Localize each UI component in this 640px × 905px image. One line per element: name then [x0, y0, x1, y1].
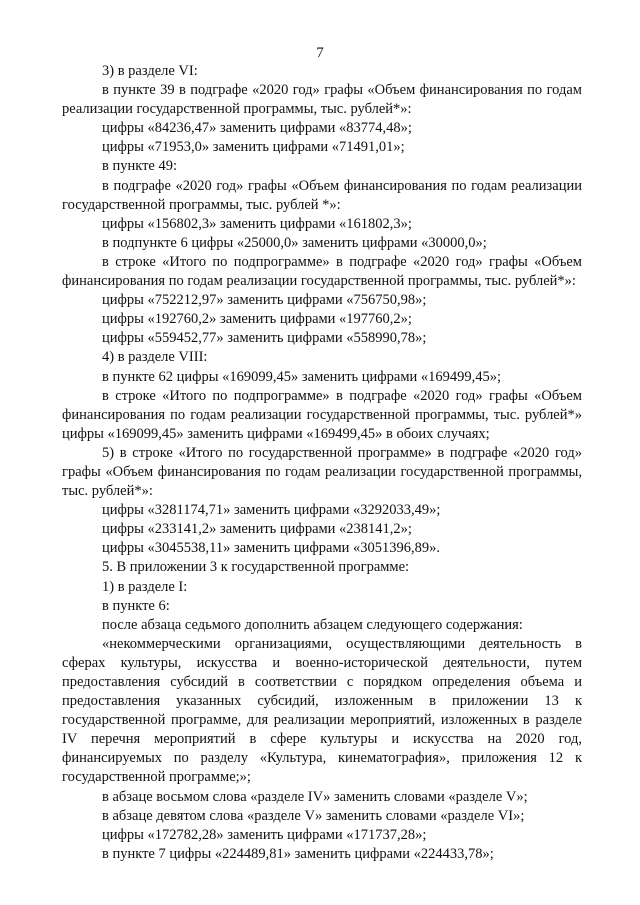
paragraph: «некоммерческими организациями, осуществляющими деятельность в сферах культуры, искусства и военно-исторической деятельности, путем предоставления субсидий в соответствии с порядком определения объема и предоставления указанных субсидий, изложенным в приложении 13 к государственной программе, для реализации мероприятий, изложенных в разделе IV перечня мероприятий в сфере культуры и искусства на 2020 год, финансируемых по разделу «Культура, кинематография», приложения 12 к государственной программе;»;: [62, 635, 582, 786]
paragraph: в пункте 49:: [102, 158, 178, 175]
paragraph: 5) в строке «Итого по государственной программе» в подграфе «2020 год» графы «Объем финансирования по годам реализации государственной программы, тыс. рублей*»:: [62, 444, 582, 500]
paragraph: в подграфе «2020 год» графы «Объем финансирования по годам реализации государственной программы, тыс. рублей *»:: [62, 177, 582, 213]
paragraph: в строке «Итого по подпрограмме» в подграфе «2020 год» графы «Объем финансирования по годам реализации государственной программы, тыс. рублей*»:: [62, 253, 582, 290]
paragraph: цифры «752212,97» заменить цифрами «756750,98»;: [102, 292, 427, 309]
paragraph: в абзаце девятом слова «разделе V» заменить словами «разделе VI»;: [102, 807, 525, 824]
paragraph: в пункте 6:: [102, 597, 170, 614]
paragraph: 5. В приложении 3 к государственной программе:: [102, 559, 410, 576]
paragraph: цифры «192760,2» заменить цифрами «197760,2»;: [102, 311, 412, 328]
paragraph: в строке «Итого по подпрограмме» в подграфе «2020 год» графы «Объем финансирования по годам реализации государственной программы, тыс. рублей*» цифры «169099,45» заменить цифрами «169499,45» в обоих случаях;: [62, 387, 582, 442]
paragraph: 3) в разделе VI:: [102, 63, 198, 79]
paragraph: цифры «172782,28» заменить цифрами «171737,28»;: [102, 826, 427, 843]
paragraph: цифры «71953,0» заменить цифрами «71491,01»;: [102, 139, 405, 156]
paragraph: цифры «559452,77» заменить цифрами «558990,78»;: [102, 330, 427, 347]
document-body: [62, 62, 582, 864]
paragraph: в подпункте 6 цифры «25000,0» заменить цифрами «30000,0»;: [102, 234, 487, 251]
paragraph: 4) в разделе VIII:: [102, 349, 208, 366]
paragraph: цифры «156802,3» заменить цифрами «161802,3»;: [102, 215, 412, 232]
paragraph: в абзаце восьмом слова «разделе IV» заменить словами «разделе V»;: [102, 788, 528, 805]
paragraph: в пункте 7 цифры «224489,81» заменить цифрами «224433,78»;: [102, 845, 494, 862]
paragraph: цифры «233141,2» заменить цифрами «238141,2»;: [102, 521, 412, 538]
paragraph: в пункте 39 в подграфе «2020 год» графы «Объем финансирования по годам реализации государственной программы, тыс. рублей*»:: [62, 82, 582, 118]
paragraph: цифры «3045538,11» заменить цифрами «3051396,89».: [102, 540, 441, 557]
paragraph: после абзаца седьмого дополнить абзацем следующего содержания:: [102, 616, 523, 633]
page-number: 7: [316, 45, 324, 61]
paragraph: цифры «3281174,71» заменить цифрами «3292033,49»;: [102, 502, 441, 519]
paragraph: 1) в разделе I:: [102, 578, 188, 595]
paragraph: в пункте 62 цифры «169099,45» заменить цифрами «169499,45»;: [102, 368, 502, 385]
paragraph: цифры «84236,47» заменить цифрами «83774,48»;: [102, 120, 412, 137]
